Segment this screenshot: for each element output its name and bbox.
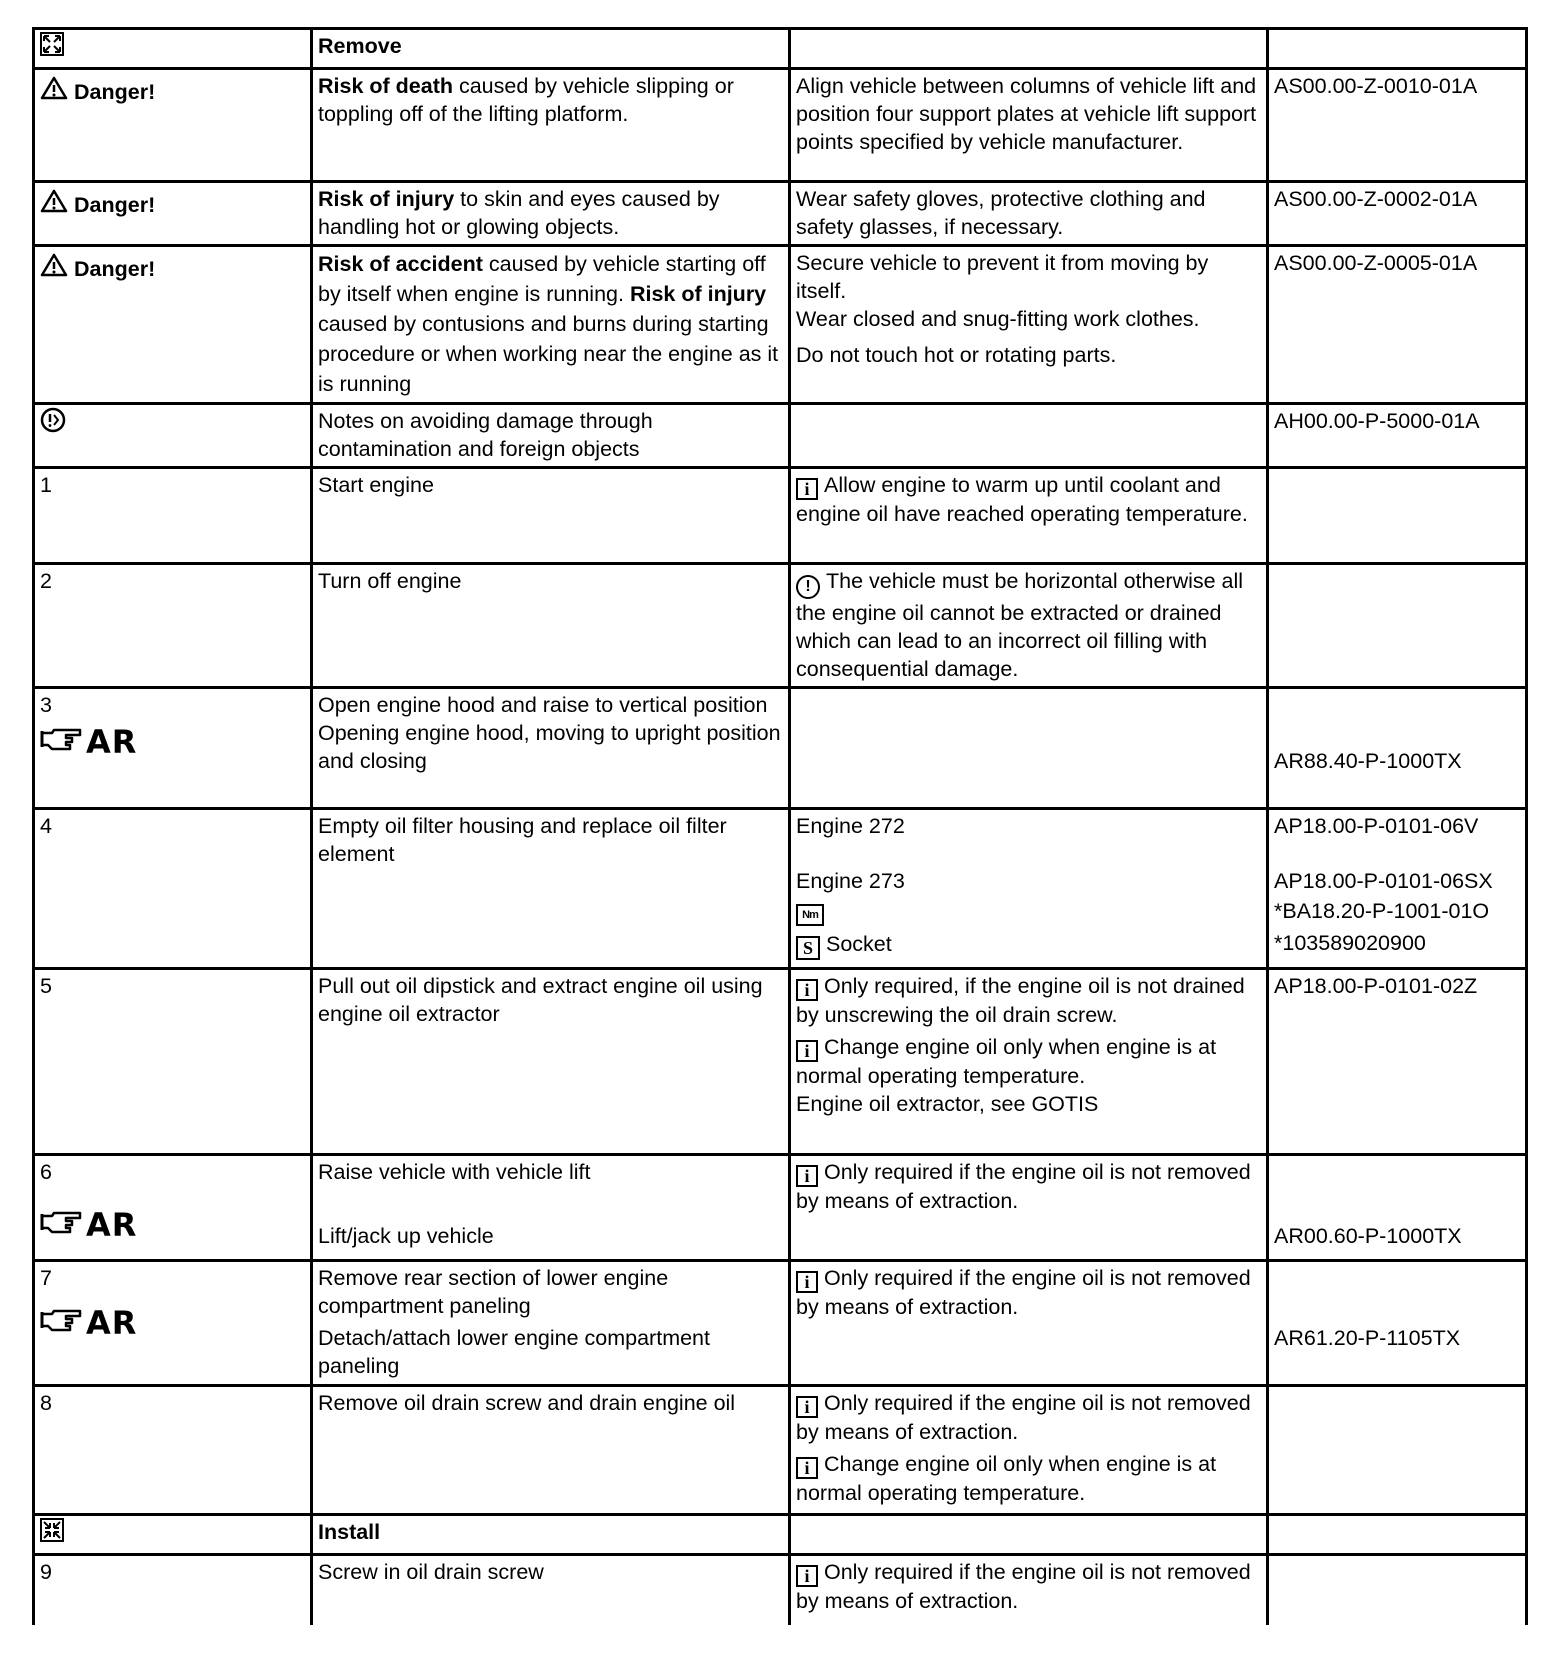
extractor-text: Engine oil extractor, see GOTIS xyxy=(796,1092,1099,1116)
info-icon: i xyxy=(796,1271,818,1293)
reference-link[interactable]: AR88.40-P-1000TX xyxy=(1274,749,1462,773)
info-text: Only required, if the engine oil is not drained by unscrewing the oil drain screw. xyxy=(796,974,1245,1027)
measure-text: Wear safety gloves, protective clothing and safety glasses, if necessary. xyxy=(790,182,1268,246)
step-number: 4 xyxy=(34,809,312,969)
warning-triangle-icon xyxy=(40,76,68,107)
reference-link[interactable]: AR61.20-P-1105TX xyxy=(1274,1326,1461,1350)
info-text: Change engine oil only when engine is at normal operating temperature. xyxy=(796,1452,1217,1505)
table-row xyxy=(34,1261,1527,1386)
note-text: The vehicle must be horizontal otherwise all the engine oil cannot be extracted or drained which can lead to an incorrect oil filling with consequential damage. xyxy=(796,569,1244,681)
measure-text: Align vehicle between columns of vehicle lift and position four support plates at vehicle lift support points specified by vehicle manufacturer. xyxy=(790,69,1268,182)
step-number: 9 xyxy=(34,1555,312,1625)
table-row xyxy=(34,182,1527,246)
risk-text: Risk of death caused by vehicle slipping or toppling off of the lifting platform. xyxy=(312,69,790,182)
warning-triangle-icon xyxy=(40,253,68,284)
reference-link[interactable]: AS00.00-Z-0002-01A xyxy=(1268,182,1527,246)
step-number: 3 xyxy=(40,693,52,717)
step-number: 1 xyxy=(34,468,312,564)
socket-label: Socket xyxy=(826,932,892,956)
ar-reference: AR xyxy=(40,727,137,756)
reference-link[interactable]: *103589020900 xyxy=(1274,931,1426,955)
section-title-install: Install xyxy=(312,1515,790,1555)
torque-icon: Nm xyxy=(796,904,824,926)
reference-link[interactable]: AS00.00-Z-0005-01A xyxy=(1268,246,1527,404)
pointing-hand-icon xyxy=(40,1210,84,1239)
notes-text: Notes on avoiding damage through contamination and foreign objects xyxy=(312,404,790,468)
warning-triangle-icon xyxy=(40,189,68,220)
ar-reference: AR xyxy=(40,1308,137,1337)
engine-variant: Engine 273 xyxy=(796,869,905,893)
risk-text: Risk of injury to skin and eyes caused by handling hot or glowing objects. xyxy=(312,182,790,246)
reference-link[interactable]: AP18.00-P-0101-02Z xyxy=(1268,969,1527,1155)
step-action: Empty oil filter housing and replace oil filter element xyxy=(312,809,790,969)
reference-link[interactable]: AH00.00-P-5000-01A xyxy=(1268,404,1527,468)
table-row xyxy=(34,969,1527,1155)
pointing-hand-icon xyxy=(40,1308,84,1337)
reference-link[interactable]: *BA18.20-P-1001-01O xyxy=(1274,899,1490,923)
remove-section-icon xyxy=(40,32,64,63)
table-row xyxy=(34,1386,1527,1515)
socket-icon: S xyxy=(796,936,820,960)
procedure-table xyxy=(32,27,1528,1625)
step-action: Open engine hood and raise to vertical position xyxy=(318,693,768,717)
danger-label: Danger! xyxy=(40,253,155,284)
ar-text: Opening engine hood, moving to upright position and closing xyxy=(318,721,781,773)
section-title-remove: Remove xyxy=(312,29,790,69)
install-section-icon xyxy=(40,1518,64,1549)
reference-link[interactable]: AS00.00-Z-0010-01A xyxy=(1268,69,1527,182)
ar-text: Detach/attach lower engine compartment paneling xyxy=(318,1326,710,1378)
info-icon: i xyxy=(796,478,818,500)
table-row xyxy=(34,69,1527,182)
table-row xyxy=(34,246,1527,404)
table-row xyxy=(34,688,1527,809)
info-text: Allow engine to warm up until coolant and engine oil have reached operating temperature. xyxy=(796,473,1248,526)
step-number: 5 xyxy=(34,969,312,1155)
info-text: Only required if the engine oil is not removed by means of extraction. xyxy=(796,1266,1251,1319)
step-action: Turn off engine xyxy=(312,564,790,688)
step-action: Pull out oil dipstick and extract engine oil using engine oil extractor xyxy=(312,969,790,1155)
step-number: 8 xyxy=(34,1386,312,1515)
info-text: Only required if the engine oil is not removed by means of extraction. xyxy=(796,1560,1251,1613)
reference-link[interactable]: AP18.00-P-0101-06SX xyxy=(1274,869,1493,893)
table-row xyxy=(34,1155,1527,1261)
note-icon: ! xyxy=(796,575,820,599)
info-icon: i xyxy=(796,1396,818,1418)
table-row xyxy=(34,29,1527,69)
reference-link[interactable]: AP18.00-P-0101-06V xyxy=(1274,814,1479,838)
ar-reference: AR xyxy=(40,1210,137,1239)
danger-label: Danger! xyxy=(40,189,155,220)
engine-variant: Engine 272 xyxy=(796,814,905,838)
danger-label: Danger! xyxy=(40,76,155,107)
table-row xyxy=(34,809,1527,969)
table-row xyxy=(34,404,1527,468)
pointing-hand-icon xyxy=(40,727,84,756)
step-number: 2 xyxy=(34,564,312,688)
info-icon: i xyxy=(796,1165,818,1187)
info-icon: i xyxy=(796,1040,818,1062)
table-row xyxy=(34,1555,1527,1625)
info-icon: i xyxy=(796,1457,818,1479)
step-action: Raise vehicle with vehicle lift xyxy=(318,1160,591,1184)
step-number: 6 xyxy=(40,1160,52,1184)
risk-text: Risk of accident caused by vehicle starting off by itself when engine is running. Risk of injury caused by contusions and burns during starting procedure or when working near the engine as it is running xyxy=(312,246,790,404)
info-text: Change engine oil only when engine is at normal operating temperature. xyxy=(796,1035,1217,1088)
table-row xyxy=(34,564,1527,688)
step-action: Remove rear section of lower engine compartment paneling xyxy=(318,1266,669,1318)
ar-text: Lift/jack up vehicle xyxy=(318,1224,494,1248)
info-icon: i xyxy=(796,979,818,1001)
step-action: Screw in oil drain screw xyxy=(312,1555,790,1625)
info-text: Only required if the engine oil is not removed by means of extraction. xyxy=(796,1160,1251,1213)
step-action: Start engine xyxy=(312,468,790,564)
reference-link[interactable]: AR00.60-P-1000TX xyxy=(1274,1224,1462,1248)
step-number: 7 xyxy=(40,1266,52,1290)
note-circle-icon xyxy=(40,407,66,440)
info-icon: i xyxy=(796,1565,818,1587)
table-row xyxy=(34,468,1527,564)
measure-text: Secure vehicle to prevent it from moving by itself. Wear closed and snug-fitting work clothes. Do not touch hot or rotating parts. xyxy=(790,246,1268,404)
info-text: Only required if the engine oil is not removed by means of extraction. xyxy=(796,1391,1251,1444)
table-row xyxy=(34,1515,1527,1555)
step-action: Remove oil drain screw and drain engine oil xyxy=(312,1386,790,1515)
